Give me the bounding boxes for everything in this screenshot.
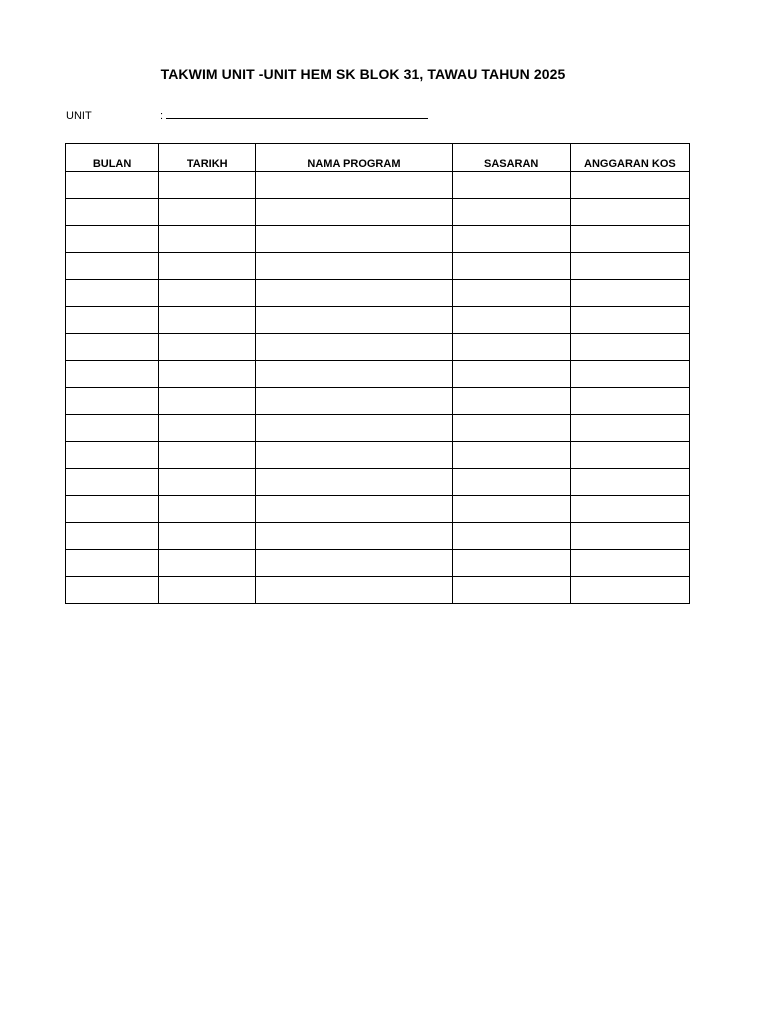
table-cell xyxy=(570,442,689,469)
table-cell xyxy=(452,523,570,550)
table-cell xyxy=(452,172,570,199)
table-cell xyxy=(570,388,689,415)
table-cell xyxy=(256,280,452,307)
table-cell xyxy=(570,226,689,253)
table-cell xyxy=(452,307,570,334)
table-cell xyxy=(66,307,159,334)
table-cell xyxy=(66,199,159,226)
table-row xyxy=(66,226,690,253)
table-cell xyxy=(570,199,689,226)
table-cell xyxy=(159,388,256,415)
table-row xyxy=(66,199,690,226)
table-cell xyxy=(159,550,256,577)
table-cell xyxy=(159,469,256,496)
table-cell xyxy=(570,307,689,334)
table-cell xyxy=(452,577,570,604)
unit-separator: : xyxy=(160,110,164,122)
table-cell xyxy=(452,550,570,577)
table-cell xyxy=(570,550,689,577)
unit-blank-line xyxy=(166,108,428,119)
table-cell xyxy=(66,226,159,253)
table-cell xyxy=(452,388,570,415)
table-row xyxy=(66,253,690,280)
table-cell xyxy=(66,577,159,604)
table-cell xyxy=(570,415,689,442)
table-cell xyxy=(570,280,689,307)
table-cell xyxy=(159,280,256,307)
table-cell xyxy=(256,172,452,199)
unit-label: UNIT xyxy=(66,110,92,122)
table-cell xyxy=(570,361,689,388)
table-cell xyxy=(159,307,256,334)
table-cell xyxy=(66,550,159,577)
table-row xyxy=(66,415,690,442)
table-cell xyxy=(452,253,570,280)
table-cell xyxy=(570,523,689,550)
header-bulan: BULAN xyxy=(66,144,159,172)
table-cell xyxy=(570,577,689,604)
table-cell xyxy=(159,172,256,199)
table-row xyxy=(66,469,690,496)
page-title: TAKWIM UNIT -UNIT HEM SK BLOK 31, TAWAU TAHUN 2025 xyxy=(160,66,566,82)
table-row xyxy=(66,496,690,523)
table-cell xyxy=(66,469,159,496)
table-body xyxy=(66,172,690,604)
table-cell xyxy=(256,415,452,442)
table-cell xyxy=(570,172,689,199)
table-cell xyxy=(66,388,159,415)
table-cell xyxy=(256,523,452,550)
table-row xyxy=(66,388,690,415)
header-anggaran-kos: ANGGARAN KOS xyxy=(570,144,689,172)
table-cell xyxy=(256,442,452,469)
table-cell xyxy=(256,469,452,496)
table-cell xyxy=(452,469,570,496)
header-nama-program: NAMA PROGRAM xyxy=(256,144,452,172)
table-cell xyxy=(452,361,570,388)
unit-field xyxy=(66,108,428,122)
header-tarikh: TARIKH xyxy=(159,144,256,172)
table-cell xyxy=(452,496,570,523)
table-cell xyxy=(256,226,452,253)
table-row xyxy=(66,280,690,307)
table-cell xyxy=(256,334,452,361)
table-cell xyxy=(570,469,689,496)
table-row xyxy=(66,307,690,334)
table-row xyxy=(66,523,690,550)
calendar-table xyxy=(65,143,690,604)
table-cell xyxy=(159,577,256,604)
table-row xyxy=(66,172,690,199)
table-cell xyxy=(159,442,256,469)
table-cell xyxy=(256,496,452,523)
table-cell xyxy=(159,334,256,361)
table-cell xyxy=(66,496,159,523)
table-cell xyxy=(256,199,452,226)
table-cell xyxy=(66,442,159,469)
table-cell xyxy=(159,415,256,442)
table-cell xyxy=(570,253,689,280)
table-header-row xyxy=(66,144,690,172)
table-cell xyxy=(452,280,570,307)
table-cell xyxy=(452,334,570,361)
table-row xyxy=(66,577,690,604)
table-cell xyxy=(570,334,689,361)
table-row xyxy=(66,442,690,469)
header-sasaran: SASARAN xyxy=(452,144,570,172)
table-cell xyxy=(66,334,159,361)
table-cell xyxy=(159,199,256,226)
table-row xyxy=(66,334,690,361)
table-cell xyxy=(66,361,159,388)
table-cell xyxy=(256,361,452,388)
table-cell xyxy=(159,361,256,388)
table-cell xyxy=(159,226,256,253)
table-cell xyxy=(452,442,570,469)
table-cell xyxy=(66,172,159,199)
table-cell xyxy=(66,415,159,442)
table-cell xyxy=(256,253,452,280)
table-cell xyxy=(159,523,256,550)
table-cell xyxy=(256,577,452,604)
table-cell xyxy=(452,199,570,226)
table-cell xyxy=(159,253,256,280)
table-cell xyxy=(66,280,159,307)
table-cell xyxy=(256,388,452,415)
table-cell xyxy=(66,523,159,550)
table-row xyxy=(66,361,690,388)
table-cell xyxy=(452,415,570,442)
table-cell xyxy=(66,253,159,280)
table-row xyxy=(66,550,690,577)
table-cell xyxy=(256,550,452,577)
table-cell xyxy=(570,496,689,523)
table-cell xyxy=(452,226,570,253)
table-cell xyxy=(159,496,256,523)
table-cell xyxy=(256,307,452,334)
